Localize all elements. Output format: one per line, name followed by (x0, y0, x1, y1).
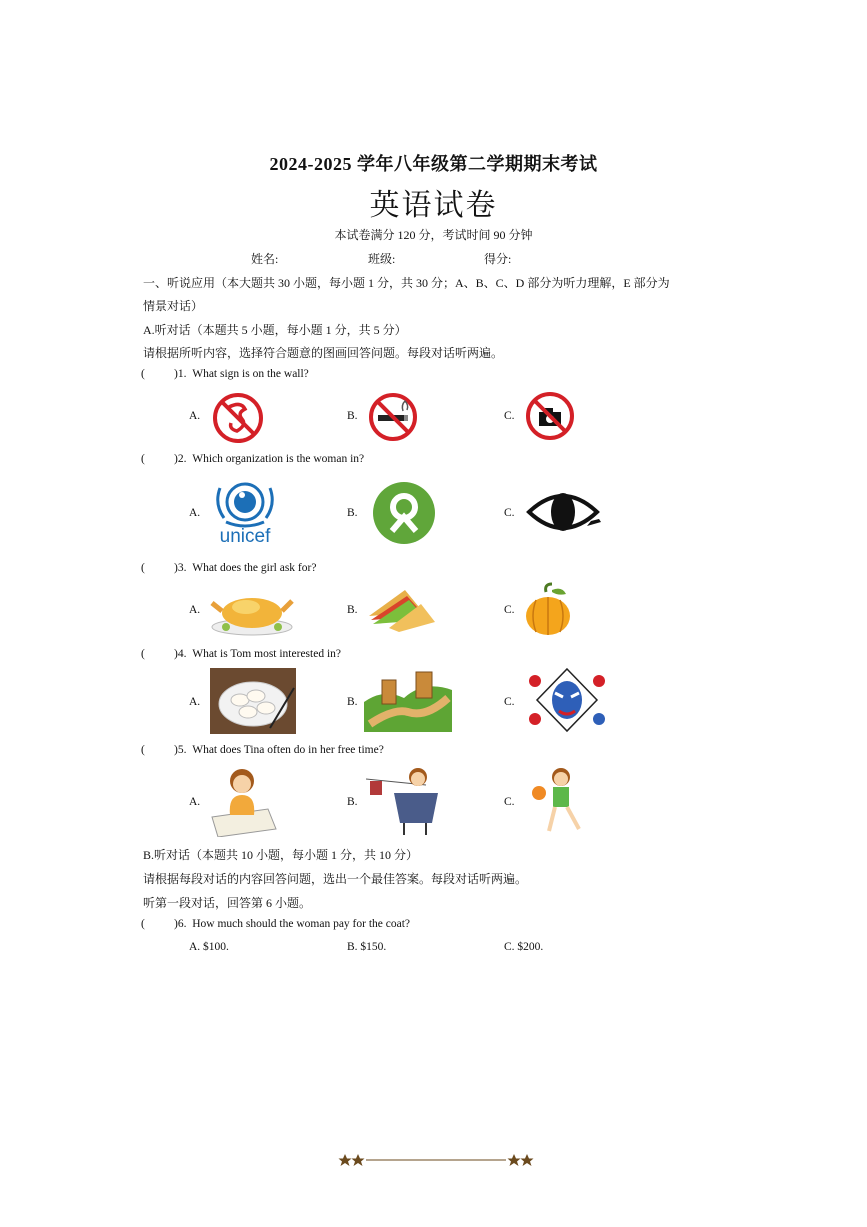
q1-option-c-label: C. (504, 410, 515, 422)
partA-heading: A.听对话（本题共 5 小题，每小题 1 分，共 5 分） (143, 323, 407, 337)
class-label: 班级: (368, 252, 396, 266)
question-5: ( )5. What does Tina often do in her free time? (141, 744, 384, 756)
great-wall-icon (364, 668, 452, 732)
q4-option-c-label: C. (504, 696, 515, 708)
no-photography-sign-icon (524, 390, 577, 443)
q1-option-a-label: A. (189, 410, 201, 422)
beijing-opera-masks-icon (527, 667, 607, 733)
no-spitting-sign-icon (211, 391, 265, 445)
question-6: ( )6. How much should the woman pay for the coat? (141, 918, 411, 930)
question-4: ( )4. What is Tom most interested in? (141, 648, 341, 660)
partA-instruction: 请根据所听内容，选择符合题意的图画回答问题。每段对话听两遍。 (143, 346, 504, 360)
q2-option-b-label: B. (347, 507, 358, 519)
girl-writing-icon (208, 765, 278, 837)
oxfam-logo-icon (372, 481, 436, 545)
sandwich-icon (365, 584, 437, 634)
no-smoking-sign-icon (367, 391, 419, 443)
unicef-logo-icon: unicef (212, 478, 278, 550)
q5-option-b-label: B. (347, 796, 358, 808)
q3-option-b-label: B. (347, 604, 358, 616)
section1-heading-cont: 情景对话） (143, 299, 204, 313)
q2-option-c-label: C. (504, 507, 515, 519)
q4-option-b-label: B. (347, 696, 358, 708)
question-3: ( )3. What does the girl ask for? (141, 562, 317, 574)
dumplings-icon (210, 668, 296, 734)
name-label: 姓名: (251, 252, 279, 266)
q5-option-c-label: C. (504, 796, 515, 808)
partB-instruction: 请根据每段对话的内容回答问题，选出一个最佳答案。每段对话听两遍。 (143, 872, 528, 886)
question-1: ( )1. What sign is on the wall? (141, 368, 309, 380)
exam-note: 本试卷满分 120 分，考试时间 90 分钟 (334, 228, 533, 242)
q2-option-a-label: A. (189, 507, 201, 519)
q5-option-a-label: A. (189, 796, 201, 808)
question-2: ( )2. Which organization is the woman in? (141, 453, 365, 465)
q4-option-a-label: A. (189, 696, 201, 708)
pumpkin-icon (522, 582, 574, 638)
partB-sub-instruction: 听第一段对话，回答第 6 小题。 (143, 896, 312, 910)
q6-option-b: B. $150. (347, 941, 387, 953)
roast-turkey-icon (206, 585, 296, 637)
partB-heading: B.听对话（本题共 10 小题，每小题 1 分，共 10 分） (143, 848, 419, 862)
section1-heading: 一、听说应用（本大题共 30 小题，每小题 1 分，共 30 分；A、B、C、D 部分为听力理解，E 部分为 (143, 276, 670, 290)
q6-option-c: C. $200. (504, 941, 544, 953)
exam-title: 2024-2025 学年八年级第二学期期末考试 (269, 154, 598, 174)
q3-option-c-label: C. (504, 604, 515, 616)
q3-option-a-label: A. (189, 604, 201, 616)
q1-option-b-label: B. (347, 410, 358, 422)
footer-star-divider-icon (338, 1152, 534, 1168)
exam-subject-title: 英语试卷 (369, 189, 498, 222)
q6-option-a: A. $100. (189, 941, 229, 953)
eye-plane-logo-icon (525, 482, 605, 542)
score-label: 得分: (484, 252, 512, 266)
girl-playing-basketball-icon (523, 765, 587, 837)
girl-washing-clothes-icon (366, 765, 446, 837)
